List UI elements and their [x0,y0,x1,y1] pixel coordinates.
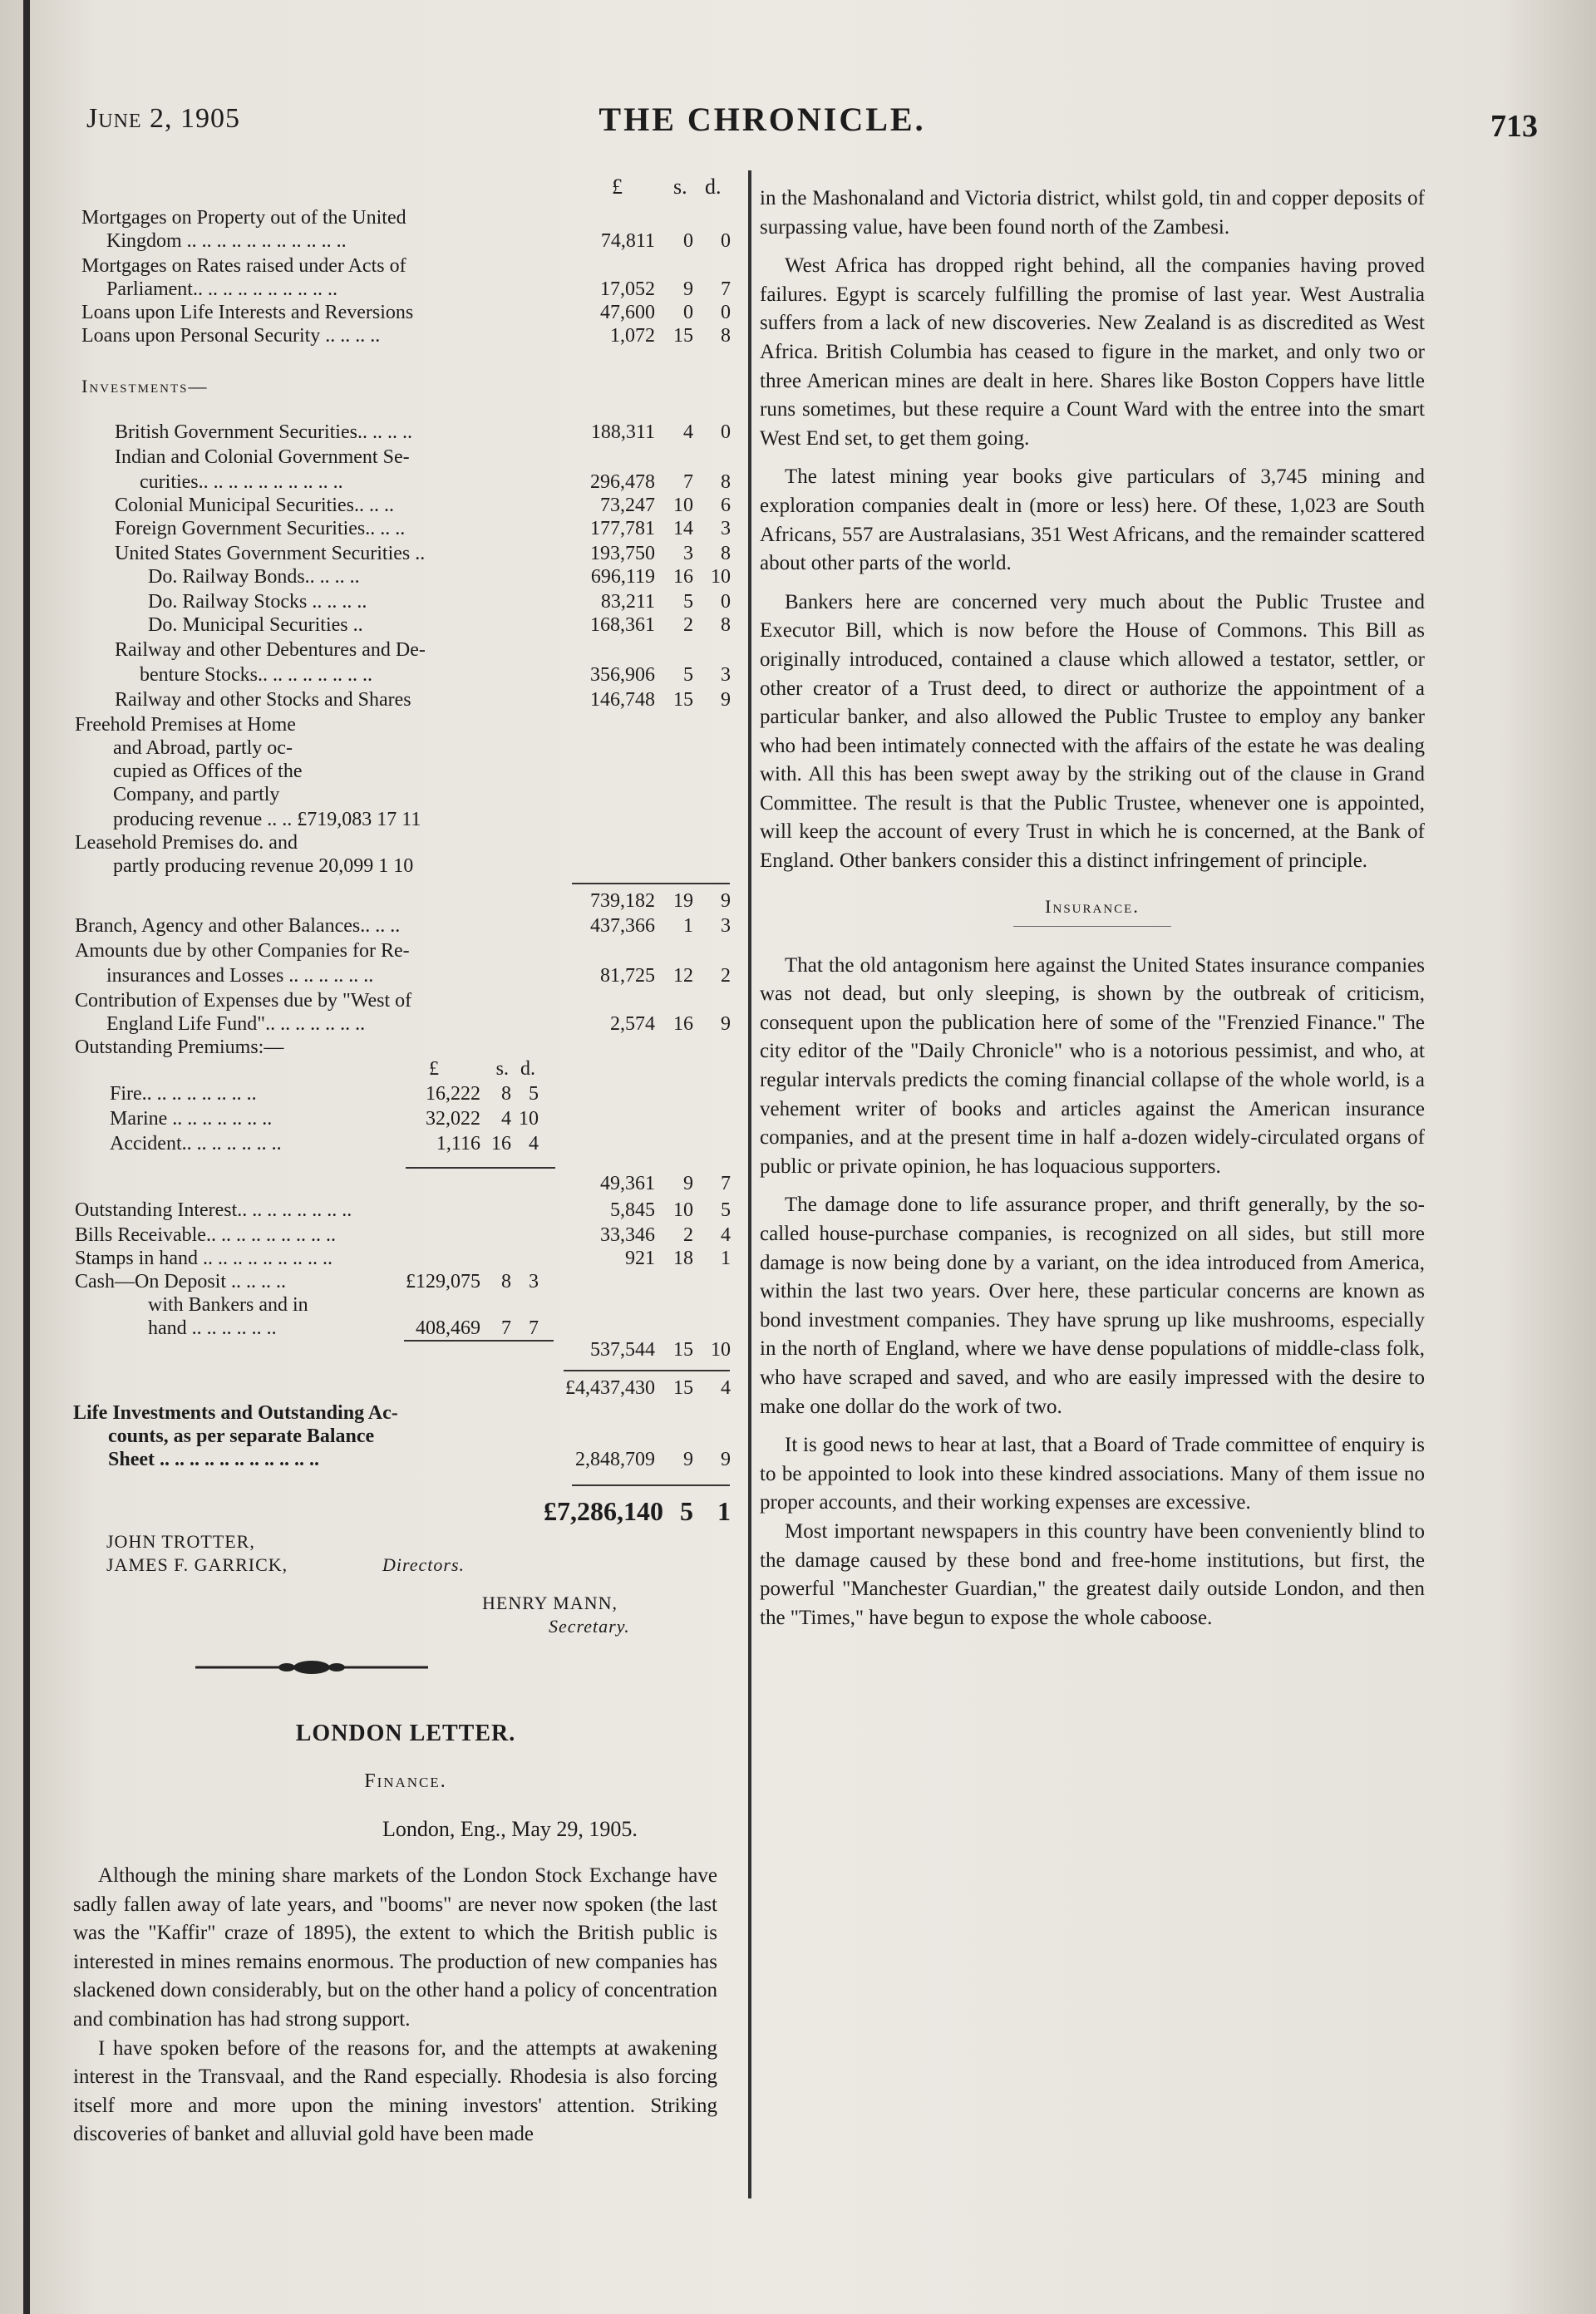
ledger-shillings: 1 [683,915,693,937]
ledger-label: Colonial Municipal Securities.. .. .. [115,495,394,516]
paragraph: Bankers here are concerned very much about the Public Trustee and Executor Bill, which is now before the House of Commons. This Bill as originally introduced, contained a clause which allowed a testator, settler, or other creator of a Trust deed, to direct or authorize the appointment of a particular banker, and also allowed the Public Trustee to employ any banker who had been intimately connected with the affairs of the estate he was dealing with. All this has been swept away by the striking out of the clause in Grand Committee. The result is that the Public Trustee, whenever one is appointed, will keep the account of every Trust in which he is concerned, at the Bank of England. Other bankers consider this a distinct infringement of principle. [760,590,1425,873]
ledger-pounds: 696,119 [590,566,655,588]
ledger-pence: 8 [721,614,731,636]
ledger-label: Do. Railway Bonds.. .. .. .. [148,566,360,588]
subtotal-rule-2 [564,1370,730,1371]
ledger-pence: 9 [721,1013,731,1035]
paragraph: The latest mining year books give particulars of 3,745 mining and exploration companies dealt in (more or less) here. Of these, 1,023 are South Africans, 557 are Australasians, 351 West Africans, and the remainder scattered about other parts of the world. [760,465,1425,575]
article-right-body-b [760,952,1425,1633]
ledger-label: Loans upon Personal Security .. .. .. .. [81,325,381,347]
ledger-shillings: 8 [501,1271,511,1292]
director-1: JOHN TROTTER, [106,1531,255,1552]
ledger-label: Sheet .. .. .. .. .. .. .. .. .. .. .. [108,1449,319,1470]
pence-heading: d. [705,175,722,199]
ledger-row [73,421,738,444]
ledger-pence: 1 [721,1248,731,1269]
ledger-shillings: 10 [673,1199,693,1221]
ledger-label: Cash—On Deposit .. .. .. .. [75,1271,286,1292]
ledger-label: United States Government Securities .. [115,543,426,564]
ledger-row [73,1293,738,1317]
ledger-label: Do. Municipal Securities .. [148,614,363,636]
ledger-text-line [73,760,738,783]
ledger-text-line [73,1401,738,1425]
right-column [760,185,1425,1632]
ledger-label: Amounts due by other Companies for Re- [75,940,410,962]
ledger-shillings: 4 [683,421,693,443]
ledger-shillings: 16 [673,566,693,588]
ledger-pounds: 921 [625,1248,655,1269]
ledger-label: cupied as Offices of the [113,761,303,782]
life-investments-amount-row: 2,848,709 9 9 [575,1449,731,1470]
shillings-heading: s. [673,175,687,199]
ledger-row [73,613,738,637]
subtotal-row: £4,437,430 15 4 [565,1377,731,1399]
ledger-pounds: 356,906 [590,664,655,686]
ledger-label: Kingdom .. .. .. .. .. .. .. .. .. .. .. [106,230,347,252]
ledger-pounds: 193,750 [590,543,655,564]
ledger-row [73,206,738,229]
ledger-pence: 7 [721,278,731,300]
ledger-pounds: 2,574 [610,1013,655,1035]
ledger-pounds: 83,211 [600,591,655,613]
property-total-row: 739,182 19 9 [590,890,731,912]
heading-rule [1013,926,1171,927]
paragraph: in the Mashonaland and Victoria district, whilst gold, tin and copper deposits of surpassing value, have been found north of the Zambesi. [760,187,1425,239]
ledger-pence: 6 [721,495,731,516]
paragraph: I have spoken before of the reasons for, and the attempts at awakening interest in the Transvaal, and the Rand especially. Rhodesia is also forcing itself more and more upon the mining investors' attention. Striking discoveries of banket and alluvial gold have been made [73,2036,717,2146]
ledger-shillings: 14 [673,518,693,539]
ledger-pounds: 33,346 [600,1224,655,1246]
ledger-pence: 3 [721,915,731,937]
ledger-row [73,638,738,662]
ledger-pence: 0 [721,591,731,613]
ledger-row [73,1223,738,1247]
premiums-total-row: 49,361 9 7 [600,1173,731,1194]
ledger-label: producing revenue .. .. £719,083 17 11 [113,809,421,830]
ledger-label: and Abroad, partly oc- [113,737,293,759]
ledger-label: Leasehold Premises do. and [75,832,298,854]
ledger-pence: 8 [721,543,731,564]
ledger-text-line [73,854,738,878]
ledger-shillings: 16 [673,1013,693,1035]
ledger-pence: 0 [721,230,731,252]
paragraph: The damage done to life assurance proper, and thrift generally, by the so-called house-purchase companies, is recognized on all sides, but still more damage is now being done by a variant, on the idea introduced from America, within the last two years. Over here, these particular concerns are known as bond investment companies. They have sprung up like mushrooms, especially in the north of England, where we have dense populations of middle-class folk, who have scraped and saved, and who are easily impressed with the desire to make one dollar do the work of two. [760,1194,1425,1418]
ledger-pence: 10 [519,1108,539,1130]
ledger-pence: 3 [529,1271,539,1292]
ledger-label: Loans upon Life Interests and Reversions [81,302,414,323]
ledger-label: Indian and Colonial Government Se- [115,446,410,468]
ledger-pounds: 168,361 [590,614,655,636]
ledger-label: England Life Fund".. .. .. .. .. .. .. [106,1013,366,1035]
ledger-row [73,939,738,963]
ledger-label: Company, and partly [113,784,280,805]
premiums-heading-row: £ s. d. [429,1058,535,1080]
ledger-row [73,1317,738,1340]
director-2: JAMES F. GARRICK, [106,1554,288,1575]
ledger-pence: 7 [529,1317,539,1339]
ledger-shillings: 12 [673,965,693,987]
ledger-shillings: 8 [501,1083,511,1105]
ledger-shillings: 10 [673,495,693,516]
ledger-pounds: 74,811 [600,230,655,252]
ledger-pounds: 146,748 [590,689,655,711]
ledger-label: Freehold Premises at Home [75,714,296,736]
ledger-label: Foreign Government Securities.. .. .. [115,518,406,539]
ledger-pounds: 81,725 [600,965,655,987]
ledger-text-line [73,736,738,760]
ledger-row [73,517,738,540]
ledger-row [73,229,738,253]
ledger-row [73,446,738,469]
ledger-pence: 10 [711,566,731,588]
ledger-row [73,590,738,613]
ledger-label: Mortgages on Rates raised under Acts of [81,255,406,277]
ledger-pounds: 5,845 [610,1199,655,1221]
ledger-label: Outstanding Premiums:— [75,1036,284,1058]
ledger-shillings: 3 [683,543,693,564]
ledger-row [73,964,738,987]
ledger-label: Marine .. .. .. .. .. .. .. [110,1108,273,1130]
ledger-pounds: 16,222 [426,1083,480,1105]
ledger-label: counts, as per separate Balance [108,1425,375,1447]
paragraph: West Africa has dropped right behind, all the companies having proved failures. Egypt is scarcely fulfilling the promise of last year. West Australia suffers from a lack of new discoveries. New Zealand is as discredited as West Africa. British Columbia has ceased to figure in the market, and only two or three American mines are dealt in here. Shares like Boston Coppers have little runs sometimes, but these require a Count Ward with the entree into the smart West End set, to get them going. [760,254,1425,450]
ledger-label: Parliament.. .. .. .. .. .. .. .. .. .. [106,278,337,300]
secretary-name: HENRY MANN, [482,1593,618,1613]
column-rule [748,170,751,2198]
ledger-label: Branch, Agency and other Balances.. .. .. [75,915,401,937]
ledger-pence: 3 [721,664,731,686]
ledger-row [73,1270,738,1293]
ledger-row [73,301,738,324]
ledger-pounds: 1,116 [436,1133,480,1155]
subtotal-rule [572,883,730,884]
ledger-pence: 4 [529,1133,539,1155]
ledger-shillings: 4 [501,1108,511,1130]
ledger-pence: 0 [721,421,731,443]
ledger-shillings: 7 [683,471,693,493]
ledger-pounds: 73,247 [600,495,655,516]
ledger-pence: 3 [721,518,731,539]
pounds-heading: £ [612,175,623,199]
ledger-row [73,1012,738,1036]
ledger-pence: 4 [721,1224,731,1246]
ledger-pence: 2 [721,965,731,987]
ledger-text-line [73,783,738,806]
ledger-text-line [73,808,738,831]
ledger-shillings: 9 [683,278,693,300]
ledger-shillings: 16 [491,1133,511,1155]
ledger-label: Railway and other Debentures and De- [115,639,426,661]
ledger-row [73,565,738,588]
ledger-pounds: 1,072 [610,325,655,347]
ledger-shillings: 18 [673,1248,693,1269]
ledger-row [73,1247,738,1270]
ledger-shillings: 15 [673,689,693,711]
ledger-pence: 5 [529,1083,539,1105]
ledger-text-line [73,713,738,736]
insurance-heading: Insurance. [1045,895,1140,917]
article-title: LONDON LETTER. [295,1721,516,1746]
investments-label: Investments— [81,376,209,396]
ledger-row [73,914,738,938]
paragraph: That the old antagonism here against the United States insurance companies was not dead, but only sleeping, is shown by the outbreak of criticism, consequent upon the publication here of some of the "Frenzied Finance." The city editor of the "Daily Chronicle" who is a notorious pessimist, and who, at regular intervals predicts the coming financial collapse of the whole world, is a vehement writer of books and articles against the American insurance companies, and at the present time in half a-dozen widely-circulated organs of public or private opinion, he has loquacious supporters. [760,953,1425,1178]
ledger-pounds: 188,311 [590,421,655,443]
ledger-label: Contribution of Expenses due by "West of [75,990,412,1012]
page-number: 713 [1490,109,1538,144]
ledger-label: Do. Railway Stocks .. .. .. .. [148,591,367,613]
ledger-label: Mortgages on Property out of the United [81,207,406,229]
ledger-pounds: 47,600 [600,302,655,323]
ledger-row [73,324,738,347]
ledger-text-line [73,831,738,854]
publication-title: THE CHRONICLE. [598,101,926,138]
ledger-label: benture Stocks.. .. .. .. .. .. .. .. [140,664,372,686]
ledger-label: insurances and Losses .. .. .. .. .. .. [106,965,374,987]
dateline: London, Eng., May 29, 1905. [382,1817,638,1841]
article-right-body-a [760,185,1425,876]
ledger-label: Stamps in hand .. .. .. .. .. .. .. .. .. [75,1248,332,1269]
ledger-row [73,542,738,565]
ledger-pounds: 408,469 [416,1317,480,1339]
secretary-label: Secretary. [549,1616,630,1637]
paragraph: It is good news to hear at last, that a Board of Trade committee of enquiry is to be appointed to look into these kindred associations. Many of them issue no proper accounts, and their working expenses are excessive. [760,1434,1425,1514]
ledger-pounds: 177,781 [590,518,655,539]
ledger-pence: 8 [721,325,731,347]
cash-total-row: 537,544 15 10 [590,1339,731,1361]
ledger-shillings: 0 [683,302,693,323]
ledger-pence: 8 [721,471,731,493]
ledger-label: Fire.. .. .. .. .. .. .. .. [110,1083,257,1105]
ledger-row [73,494,738,517]
ledger-label: Outstanding Interest.. .. .. .. .. .. .. .. [75,1199,352,1221]
ledger-text-line [73,1425,738,1448]
ledger-label: curities.. .. .. .. .. .. .. .. .. .. [140,471,343,493]
ledger-row [73,663,738,687]
ledger-row [73,1199,738,1222]
ledger-label: Life Investments and Outstanding Ac- [73,1402,398,1424]
ledger-row [73,1107,738,1130]
running-head [86,100,1538,144]
ledger-shillings: 5 [683,664,693,686]
ledger-label: British Government Securities.. .. .. .. [115,421,412,443]
ledger-label: with Bankers and in [148,1294,308,1316]
grand-total-rule [572,1484,730,1486]
ledger-label: Railway and other Stocks and Shares [115,689,411,711]
ledger-shillings: 2 [683,614,693,636]
ledger-label: Bills Receivable.. .. .. .. .. .. .. .. .. [75,1224,336,1246]
ledger-row [73,688,738,711]
ledger-row [73,254,738,278]
ledger-pounds: 437,366 [590,915,655,937]
ledger-pence: 9 [721,689,731,711]
ledger-pounds: 17,052 [600,278,655,300]
article-subtitle: Finance. [364,1770,447,1792]
ledger-pounds: £129,075 [406,1271,480,1292]
paragraph: Although the mining share markets of the London Stock Exchange have sadly fallen away of late years, and "booms" are never now spoken (the last was the "Kaffir" craze of 1895), the extent to which the British public is interested in mines remains enormous. The production of new companies has slackened down considerably, but on the other hand a policy of concentration and combination has had strong support. [73,1864,717,2031]
grand-total-row: £7,286,140 5 1 [544,1496,731,1526]
ledger-shillings: 15 [673,325,693,347]
issue-date: June 2, 1905 [86,103,241,134]
ledger-label: Accident.. .. .. .. .. .. .. [110,1133,282,1155]
ledger-shillings: 5 [683,591,693,613]
premiums-rule [406,1167,555,1169]
ledger-pounds: 32,022 [426,1108,480,1130]
directors-label: Directors. [382,1554,466,1575]
ledger-label: partly producing revenue 20,099 1 10 [113,855,414,877]
ledger-pounds: 296,478 [590,471,655,493]
ledger-pence: 0 [721,302,731,323]
paragraph: Most important newspapers in this country have been conveniently blind to the damage caused by these bond and free-home institutions, but first, the powerful "Manchester Guardian," the greatest daily outside London, and then the "Times," have begun to expose the whole caboose. [760,1519,1425,1629]
ledger-label: hand .. .. .. .. .. .. [148,1317,277,1339]
ledger-shillings: 2 [683,1224,693,1246]
ledger-row [73,1132,738,1155]
ledger-row [73,1036,738,1059]
article-left-body [73,1862,717,2149]
ledger-pence: 5 [721,1199,731,1221]
ledger-row [73,470,738,494]
ledger-shillings: 0 [683,230,693,252]
ledger-shillings: 7 [501,1317,511,1339]
ledger-row [73,278,738,301]
ornament-divider-icon [195,1657,428,1677]
ledger-row [73,1082,738,1105]
ledger-row [73,989,738,1012]
